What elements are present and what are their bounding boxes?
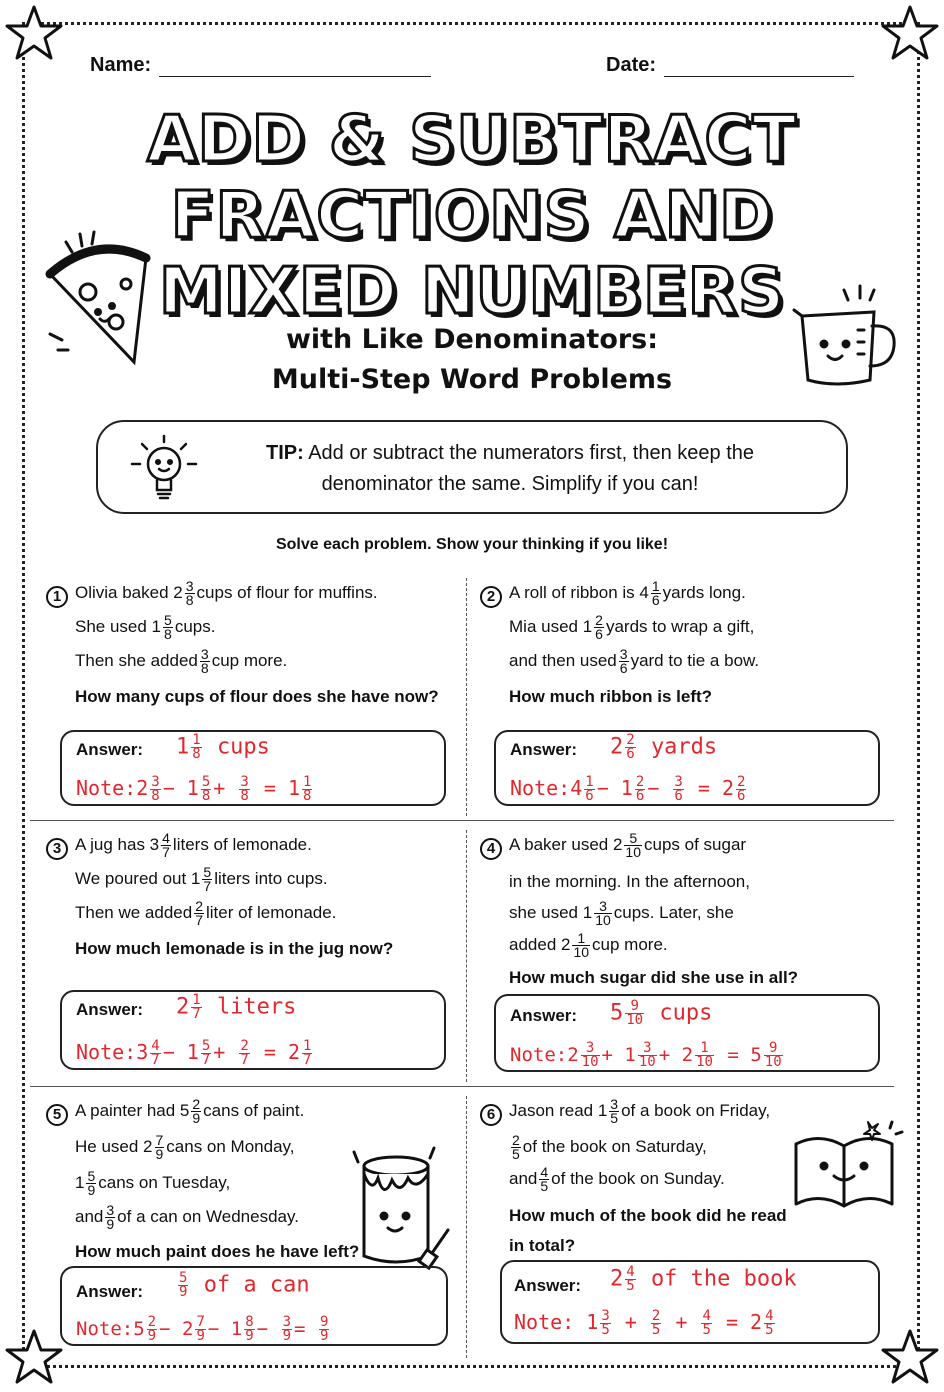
- problem-number-3: 3: [46, 838, 68, 860]
- answer-value: 2 $\frac{4}{5}$ of the book: [610, 1264, 797, 1294]
- row-divider: [30, 820, 894, 821]
- answer-label: Answer:: [76, 1282, 144, 1301]
- worksheet-page: Name: Date: ADD & SUBTRACT FRACTIONS AND MIXED NUMBERS with Like Denominators: Multi-Step Word Problems TIP: Add or subtract the numerators first, then keep the denominator the same. Simplify if you can! Solve each problem. Show your thinking if you like! 1 Olivia baked 2 $\frac{3}{8}$ cups of flour for muffins. She used 1 $\frac{5}{8}$ cups. Then she added $\frac{3}{8}$ cup more. How many cups of flour does she have now? Answer: 1 $\frac{1}{8}$ cups Note:2 $\frac{3}{8}$ − 1 $\frac{5}{8}$ + $\frac{3}{8}$ = 1 $\frac{1}{8}$ 2 A roll of ribbon is 4 $\frac{1}{6}$ yards long. Mia used 1 $\frac{2}{6}$ yards to wrap a gift, and then used $\frac{3}{6}$ yard to tie a bow. How much ribbon is left? Answer: 2 $\frac{2}{6}$ yards Note:4 $\frac{1}{6}$ − 1 $\frac{2}{6}$ − $\frac{3}{6}$ = 2 $\frac{2}{6}$ 3 A jug has 3 $\frac{4}{7}$ liters of lemonade. We poured out 1 $\frac{5}{7}$ liters into cups. Then we added $\frac{2}{7}$ liter of lemonade. How much lemonade is in the jug now? Answer: 2 $\frac{1}{7}$ liters Note:3 $\frac{4}{7}$ − 1 $\frac{5}{7}$ + $\frac{2}{7}$ = 2 $\frac{1}{7}$ 4 A baker used 2 $\frac{5}{10}$ cups of sugar in the morning. In the afternoon, she used 1 $\frac{3}{10}$ cups. Later, she added 2 $\frac{1}{10}$ cup more. How much sugar did she use in all? Answer: 5 $\frac{9}{10}$ cups Note:2 $\frac{3}{10}$ + 1 $\frac{3}{10}$ + 2 $\frac{1}{10}$ = 5 $\frac{9}{10}$ 5 A painter had 5 $\frac{2}{9}$ cans of paint. He used 2 $\frac{7}{9}$ cans on Monday, 1 $\frac{5}{9}$ cans on Tuesday, and $\frac{3}{9}$ of a can on Wednesday. How much paint does he have left? Answer: $\frac{5}{9}$ of a can Note:5 $\frac{2}{9}$ − 2 $\frac{7}{9}$ − 1 $\frac{8}{9}$ − $\frac{3}{9}$ = $\frac{9}{9}$ 6 Jason read 1 $\frac{3}{5}$ of a book on Friday, $\frac{2}{5}$ of the book on Saturday, and $\frac{4}{5}$ of the book on Sunday. How much of the book did he read in total? Answer: 2 $\frac{4}{5}$ of the book Note: 1 $\frac{3}{5}$ + $\frac{2}{5}$ + $\frac{4}{5}$ = 2 $\frac{4}{5}$: [0, 0, 944, 1392]
- column-divider: [466, 1096, 467, 1358]
- fraction: $\frac{2}{9}$: [192, 1096, 201, 1126]
- problem-question: How much of the book did he read: [509, 1206, 787, 1225]
- problem-question: How much ribbon is left?: [509, 687, 713, 706]
- answer-box-3[interactable]: [60, 990, 446, 1070]
- tip-text-line-2: denominator the same. Simplify if you can!: [321, 473, 699, 495]
- fraction: $\frac{2}{6}$: [595, 612, 603, 642]
- answer-label: Answer:: [76, 740, 144, 759]
- answer-box-1[interactable]: [60, 730, 446, 806]
- answer-label: Answer:: [76, 1000, 144, 1019]
- answer-box-5[interactable]: [60, 1266, 448, 1346]
- star-icon: [4, 4, 64, 64]
- pizza-slice-icon: [36, 222, 166, 372]
- answer-box-2[interactable]: [494, 730, 880, 806]
- answer-note: Note:2 $\frac{3}{8}$ − 1 $\frac{5}{8}$ + $\frac{3}{8}$ = 1 $\frac{1}{8}$: [76, 774, 312, 804]
- answer-box-6[interactable]: [500, 1260, 880, 1344]
- answer-label: Answer:: [510, 740, 578, 759]
- fraction: $\frac{4}{7}$: [162, 830, 170, 860]
- answer-note: Note: 1 $\frac{3}{5}$ + $\frac{2}{5}$ + $\frac{4}{5}$ = 2 $\frac{4}{5}$: [514, 1308, 774, 1338]
- fraction: $\frac{2}{7}$: [195, 898, 203, 928]
- star-icon: [880, 4, 940, 64]
- fraction: $\frac{3}{8}$: [185, 578, 194, 608]
- date-field[interactable]: [606, 54, 854, 77]
- problem-line: She used 1 $\frac{5}{8}$ cups.: [75, 612, 216, 642]
- fraction: $\frac{7}{9}$: [155, 1132, 164, 1162]
- column-divider: [466, 830, 467, 1082]
- answer-note: Note:5 $\frac{2}{9}$ − 2 $\frac{7}{9}$ − 1 $\frac{8}{9}$ − $\frac{3}{9}$ = $\frac{9}{9}$: [76, 1314, 329, 1344]
- problem-question: How many cups of flour does she have now?: [75, 687, 439, 706]
- problem-line: Olivia baked 2 $\frac{3}{8}$ cups of flour for muffins.: [75, 578, 378, 608]
- measuring-cup-icon: [790, 280, 910, 390]
- answer-value: 5 $\frac{9}{10}$ cups: [610, 998, 713, 1028]
- fraction: $\frac{1}{6}$: [651, 578, 660, 608]
- fraction: $\frac{1}{10}$: [573, 930, 590, 960]
- tip-box: [96, 420, 848, 514]
- name-field[interactable]: [90, 54, 431, 77]
- problem-question: How much paint does he have left?: [75, 1242, 360, 1261]
- answer-value: 2 $\frac{1}{7}$ liters: [176, 992, 297, 1022]
- problem-number-1: 1: [46, 586, 68, 608]
- problem-question: How much lemonade is in the jug now?: [75, 939, 394, 958]
- answer-note: Note:2 $\frac{3}{10}$ + 1 $\frac{3}{10}$ + 2 $\frac{1}{10}$ = 5 $\frac{9}{10}$: [510, 1040, 782, 1070]
- tip-text: [230, 438, 790, 500]
- title-line-2: FRACTIONS AND: [170, 179, 774, 253]
- title-line-1: ADD & SUBTRACT: [146, 103, 798, 177]
- fraction: $\frac{5}{7}$: [203, 864, 212, 894]
- answer-value: 1 $\frac{1}{8}$ cups: [176, 732, 270, 762]
- instructions: Solve each problem. Show your thinking if you like!: [275, 536, 669, 553]
- fraction: $\frac{4}{5}$: [540, 1164, 549, 1194]
- fraction: $\frac{3}{6}$: [619, 646, 628, 676]
- name-label: Name:: [90, 54, 152, 76]
- tip-text-line-1: Add or subtract the numerators first, then keep the: [308, 442, 755, 464]
- fraction: $\frac{5}{10}$: [625, 830, 641, 860]
- problem-number-2: 2: [480, 586, 502, 608]
- fraction: $\frac{3}{8}$: [200, 646, 209, 676]
- answer-note: Note:4 $\frac{1}{6}$ − 1 $\frac{2}{6}$ − $\frac{3}{6}$ = 2 $\frac{2}{6}$: [510, 774, 746, 804]
- problem-question-cont: in total?: [509, 1236, 576, 1255]
- name-line[interactable]: [159, 58, 431, 77]
- lightbulb-icon: [126, 432, 202, 506]
- fraction: $\frac{2}{5}$: [512, 1132, 520, 1162]
- answer-box-4[interactable]: [494, 994, 880, 1072]
- star-icon: [880, 1328, 940, 1388]
- answer-value: 2 $\frac{2}{6}$ yards: [610, 732, 718, 762]
- subtitle-line-1: with Like Denominators:: [285, 324, 659, 355]
- open-book-icon: [786, 1114, 906, 1214]
- problem-question: How much sugar did she use in all?: [509, 968, 799, 987]
- title-line-3: MIXED NUMBERS: [158, 255, 786, 329]
- problem-number-4: 4: [480, 838, 502, 860]
- tip-label: TIP:: [265, 442, 304, 464]
- row-divider: [30, 1086, 894, 1087]
- fraction: $\frac{5}{9}$: [87, 1168, 96, 1198]
- problem-number-5: 5: [46, 1104, 68, 1126]
- answer-label: Answer:: [514, 1276, 582, 1295]
- problem-line: Then she added $\frac{3}{8}$ cup more.: [75, 646, 288, 676]
- answer-value: $\frac{5}{9}$ of a can: [179, 1270, 310, 1300]
- date-label: Date:: [606, 54, 657, 76]
- date-line[interactable]: [664, 58, 854, 77]
- problem-number-6: 6: [480, 1104, 502, 1126]
- answer-label: Answer:: [510, 1006, 578, 1025]
- fraction: $\frac{3}{10}$: [595, 898, 611, 928]
- answer-note: Note:3 $\frac{4}{7}$ − 1 $\frac{5}{7}$ + $\frac{2}{7}$ = 2 $\frac{1}{7}$: [76, 1038, 312, 1068]
- fraction: $\frac{3}{9}$: [106, 1202, 115, 1232]
- fraction: $\frac{5}{8}$: [164, 612, 172, 642]
- subtitle-line-2: Multi-Step Word Problems: [271, 364, 673, 395]
- column-divider: [466, 578, 467, 816]
- paint-can-icon: [346, 1144, 456, 1274]
- fraction: $\frac{3}{5}$: [610, 1096, 619, 1126]
- star-icon: [4, 1328, 64, 1388]
